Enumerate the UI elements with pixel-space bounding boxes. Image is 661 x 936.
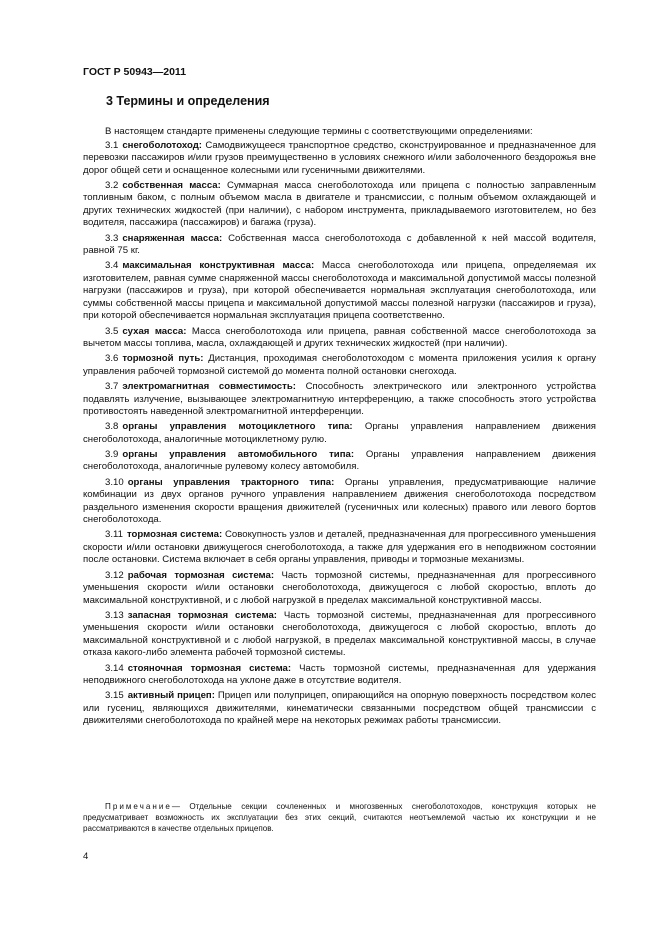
intro-paragraph: В настоящем стандарте применены следующие термины с соответствующими определениями:	[105, 126, 533, 137]
definition-number: 3.1	[105, 139, 119, 151]
note-text: — Отдельные секции сочлененных и многозвенных снегоболотоходов, конструкция которых не предусматривает возможность их эксплуатации без этих секций, считаются неотъемлемой частью их конструкции и не рассматриваются в качестве отдельных прицепов.	[83, 802, 596, 833]
definition-text: Органы управления направлением движения снегоболотохода, аналогичные мотоциклетному рулю.	[83, 421, 596, 445]
definition-number: 3.5	[105, 325, 119, 337]
definition-item	[83, 570, 596, 608]
definition-text: Суммарная масса снегоболотохода или прицепа с полностью заправленным топливным баком, с полным объемом масла в двигателе и трансмиссии, с полным объемом охлаждающей и других технических жидкостей (при наличии), с набором инструмента, прикладываемого изготовителем, но без водителя, пассажира (пассажиров) и багажа (груза).	[83, 179, 596, 229]
definition-item	[83, 326, 596, 351]
definition-term: запасная тормозная система:	[127, 609, 277, 621]
definition-term: стояночная тормозная система:	[127, 662, 292, 674]
definition-number: 3.8	[105, 421, 119, 433]
definition-term: тормозной путь:	[122, 353, 204, 365]
definition-item	[83, 663, 596, 688]
definition-text: Способность электрического или электронного устройства подавлять излучение, вызывающее электромагнитную интерференцию, а также способность этого устройства противостоять наведенной электромагнитной интерференции.	[83, 380, 596, 418]
definition-number: 3.4	[105, 260, 119, 272]
definition-item	[83, 529, 596, 567]
definition-term: активный прицеп:	[127, 690, 215, 702]
definition-item	[83, 180, 596, 230]
definition-number: 3.10	[105, 476, 124, 488]
definition-number: 3.2	[105, 179, 119, 191]
definition-term: органы управления тракторного типа:	[127, 476, 335, 488]
definition-number: 3.11	[105, 529, 123, 541]
definition-term: максимальная конструктивная масса:	[122, 260, 315, 272]
definition-text: Масса снегоболотохода или прицепа, определяемая их изготовителем, равная сумме снаряженной массы снегоболотохода и максимальной допустимой массы полезной нагрузки (пассажиров и груза), при которой обеспечивается нормальная эксплуатация снегоболотохода, или суммы собственной массы прицепа и максимальной допустимой массы полезной нагрузки (пассажиров и груза), при которой обеспечивается нормальная эксплуатация прицепа соответственно.	[83, 260, 597, 322]
definition-item	[83, 449, 596, 474]
definition-term: органы управления автомобильного типа:	[122, 448, 355, 460]
definition-term: снегоболотоход:	[122, 139, 202, 151]
definition-item	[83, 421, 596, 446]
definition-term: снаряженная масса:	[122, 232, 223, 244]
definition-number: 3.12	[105, 569, 124, 581]
section-title: 3 Термины и определения	[106, 94, 270, 108]
definition-number: 3.3	[105, 232, 119, 244]
note-label: Примечание	[105, 802, 172, 811]
definition-number: 3.6	[105, 353, 119, 365]
definition-text: Часть тормозной системы, предназначенная для прогрессивного уменьшения скорости и/или остановки снегоболотохода, движущегося с любой скоростью, вплоть до максимальной конструктивной, и с любой нагрузкой в пределах максимальной конструктивной массы.	[83, 569, 597, 606]
definition-item	[83, 610, 596, 660]
definition-number: 3.7	[105, 380, 119, 392]
page-number: 4	[83, 851, 89, 862]
definition-number: 3.14	[105, 662, 124, 674]
definition-number: 3.15	[105, 690, 124, 702]
definition-text: Часть тормозной системы, предназначенная для удержания неподвижного снегоболотохода на уклоне даже в отсутствие водителя.	[83, 662, 596, 687]
definition-text: Прицеп или полуприцеп, опирающийся на опорную поверхность посредством колес или гусениц, являющихся движителями, кинематически связанными посредством общей трансмиссии с движителями снегоболотохода по крайней мере на некоторых режимах работы трансмиссии.	[83, 690, 596, 727]
definition-term: органы управления мотоциклетного типа:	[122, 421, 353, 433]
standard-designation: ГОСТ Р 50943—2011	[83, 66, 187, 78]
definition-text: Органы управления направлением движения снегоболотохода, аналогичные рулевому колесу автомобиля.	[83, 448, 596, 473]
definition-term: собственная масса:	[122, 179, 221, 191]
definition-term: рабочая тормозная система:	[127, 569, 275, 581]
definition-text: Совокупность узлов и деталей, предназначенная для прогрессивного уменьшения скорости и/или остановки движущегося снегоболотохода, а также для удержания его в неподвижном состоянии после остановки. Система включает в себя органы управления, приводы и тормозные механизмы.	[83, 529, 596, 566]
definition-text: Часть тормозной системы, предназначенная для прогрессивного уменьшения скорости и/или остановки снегоболотохода, движущегося с любой скоростью, вплоть до максимальной конструктивной и с любой нагрузкой, в пределах максимальной конструктивной массы, в случае отказа какого-либо элемента рабочей тормозной системы.	[83, 609, 596, 659]
definition-number: 3.9	[105, 448, 119, 460]
definition-number: 3.13	[105, 609, 124, 621]
definition-item	[83, 353, 596, 378]
definition-item	[83, 690, 596, 728]
definition-term: сухая масса:	[122, 325, 187, 337]
note	[83, 801, 596, 834]
definition-item	[83, 140, 596, 178]
definition-term: тормозная система:	[126, 529, 223, 541]
definition-text: Масса снегоболотохода или прицепа, равная собственной массе снегоболотохода за вычетом массы топлива, масла, охлаждающей и других технических жидкостей (при наличии).	[83, 325, 596, 350]
definition-text: Дистанция, проходимая снегоболотоходом с момента приложения усилия к органу управления рабочей тормозной системой до момента полной остановки снегохода.	[83, 353, 596, 377]
definition-item	[83, 233, 596, 258]
definition-item	[83, 381, 596, 419]
definition-text: Собственная масса снегоболотохода с добавленной к ней массой водителя, равной 75 кг.	[83, 232, 596, 257]
definition-item	[83, 477, 596, 527]
definition-term: электромагнитная совместимость:	[122, 380, 296, 392]
definition-text: Органы управления, предусматривающие наличие комбинации из двух органов ручного управления направлением движения снегоболотохода посредством раздельного изменения скорости вращения движителей (гусеничных или колесных) правого или левого бортов снегоболотохода.	[83, 476, 596, 526]
definitions-body	[83, 126, 596, 731]
definitions-list	[83, 140, 596, 728]
definition-text: Самодвижущееся транспортное средство, сконструированное и предназначенное для перевозки пассажиров и/или грузов преимущественно в условиях снежного и/или заболоченного бездорожья вне дорог общей сети и оснащенное колесными или гусеничными движителями.	[83, 139, 596, 176]
definition-item	[83, 260, 596, 323]
